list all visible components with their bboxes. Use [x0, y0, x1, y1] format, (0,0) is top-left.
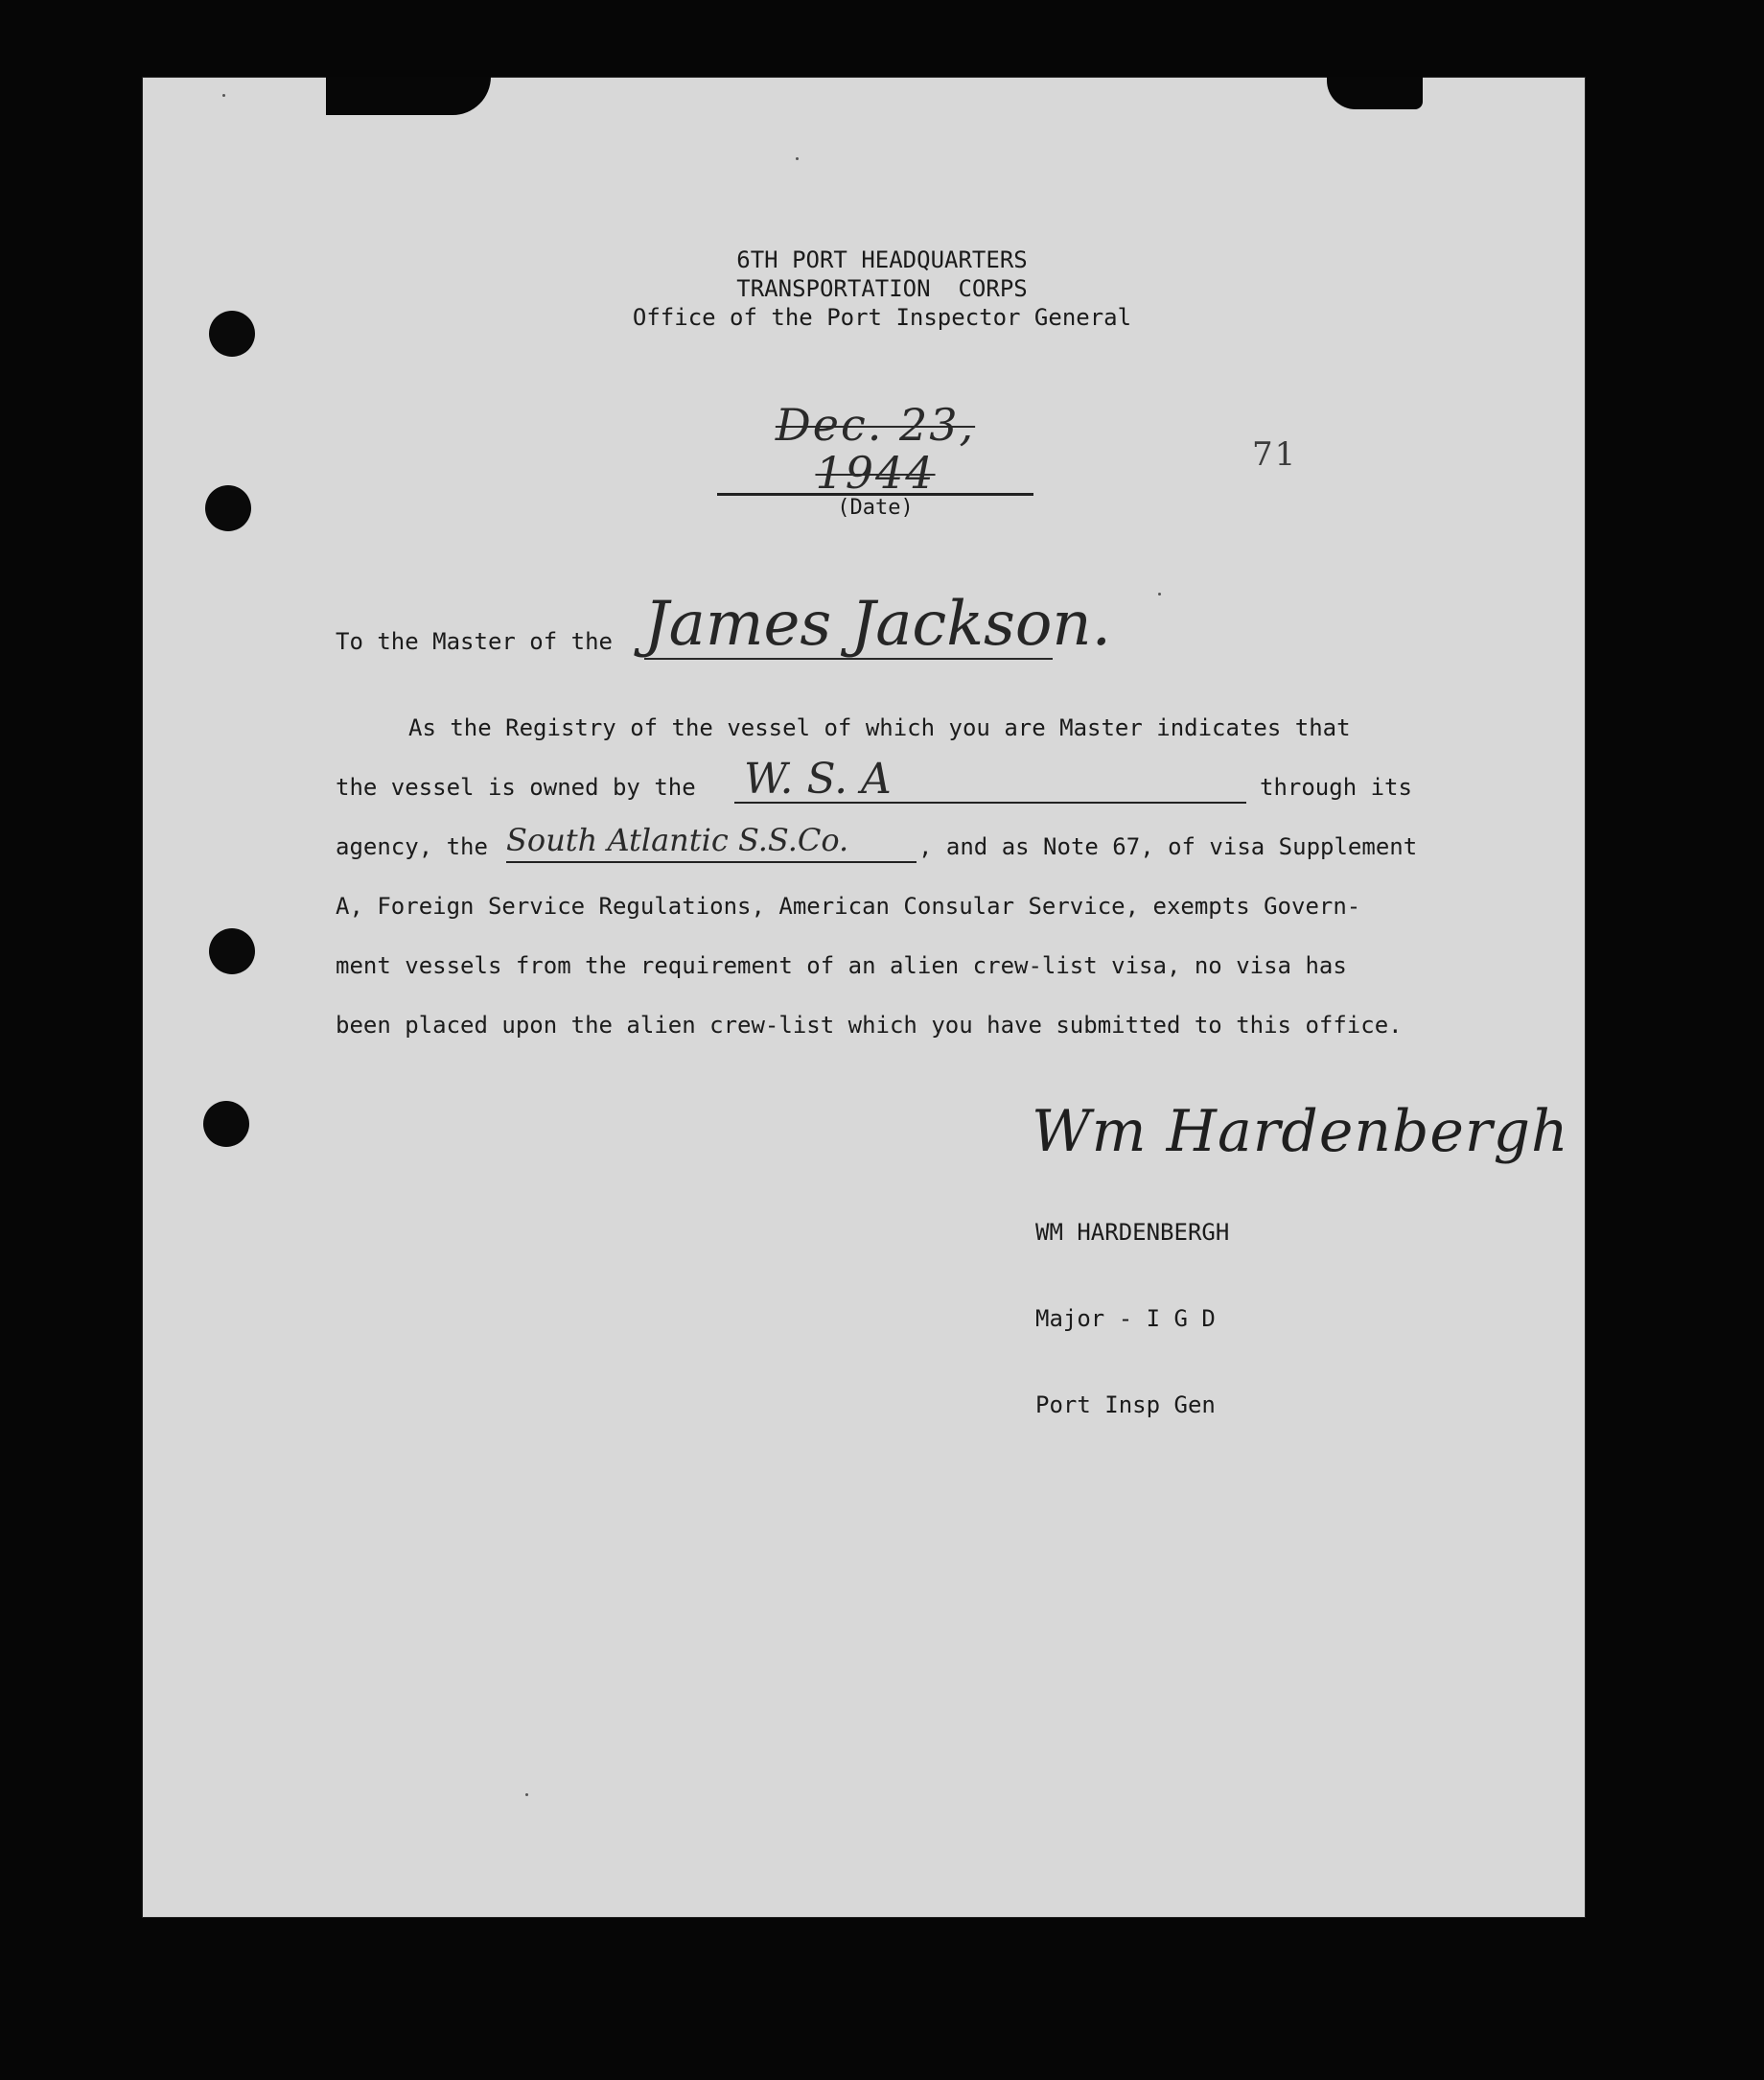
owner-handwritten: W. S. A	[744, 755, 892, 804]
punch-hole	[203, 1101, 249, 1147]
vessel-name-handwritten: James Jackson.	[644, 589, 1111, 660]
document-page	[142, 77, 1586, 1918]
agency-underline	[506, 861, 917, 863]
punch-hole	[205, 485, 251, 531]
paper-speck	[1158, 593, 1161, 596]
date-caption: (Date)	[837, 496, 914, 520]
letterhead-line-1: 6TH PORT HEADQUARTERS	[736, 246, 1028, 273]
signature-handwritten: Wm Hardenbergh	[1032, 1098, 1569, 1165]
paper-speck	[796, 157, 799, 160]
paper-speck	[222, 94, 225, 97]
body-line-6: been placed upon the alien crew-list which you have submitted to this office.	[336, 1012, 1403, 1039]
body-line-2-start: the vessel is owned by the	[336, 774, 696, 801]
punch-hole	[209, 311, 255, 357]
paper-tear-left	[326, 77, 491, 115]
date-handwritten: Dec. 23, 1944	[775, 399, 976, 499]
body-line-1: As the Registry of the vessel of which you are Master indicates that	[408, 714, 1351, 741]
body-line-2-end: through its	[1260, 774, 1412, 801]
body-line-3-start: agency, the	[336, 833, 488, 860]
body-line-3-end: , and as Note 67, of visa Supplement	[918, 833, 1418, 860]
vessel-name-underline	[644, 658, 1053, 660]
signatory-rank: Major - I G D	[1035, 1305, 1216, 1332]
signatory-name: WM HARDENBERGH	[1035, 1219, 1230, 1246]
signature-block	[1035, 1160, 1229, 1448]
letterhead-line-2: TRANSPORTATION CORPS	[736, 275, 1028, 302]
punch-hole	[209, 928, 255, 974]
letterhead-line-3: Office of the Port Inspector General	[632, 304, 1132, 331]
agency-handwritten: South Atlantic S.S.Co.	[506, 822, 849, 858]
letterhead	[537, 245, 1227, 332]
salutation-prefix: To the Master of the	[336, 628, 613, 655]
body-line-5: ment vessels from the requirement of an alien crew-list visa, no visa has	[336, 952, 1347, 979]
owner-underline	[734, 802, 1246, 804]
page-number: 71	[1252, 435, 1298, 474]
signatory-title: Port Insp Gen	[1035, 1391, 1216, 1418]
paper-tear-right	[1327, 77, 1423, 109]
body-line-4: A, Foreign Service Regulations, American Consular Service, exempts Govern-	[336, 893, 1361, 920]
paper-speck	[525, 1793, 528, 1796]
date-field	[717, 401, 1033, 521]
